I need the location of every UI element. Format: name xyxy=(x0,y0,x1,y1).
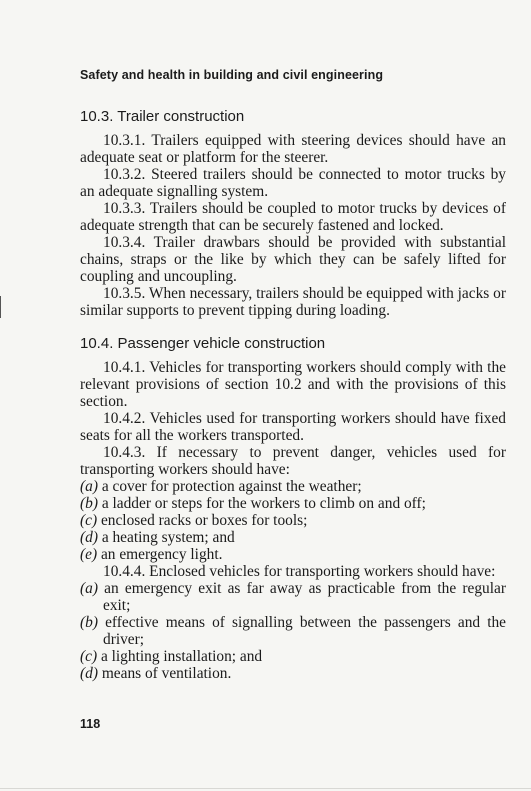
list-item-text: a cover for protection against the weather; xyxy=(101,478,362,495)
list-item xyxy=(80,614,506,648)
page-bottom-edge xyxy=(0,788,531,789)
list-marker: (e) xyxy=(80,546,98,563)
list-item xyxy=(80,648,506,665)
paragraph-10-4-1: 10.4.1. Vehicles for transporting workers should comply with the relevant provisions of section 10.2 and with the provisions of this section. xyxy=(80,359,506,410)
list-item xyxy=(80,665,506,682)
list-item-text: means of ventilation. xyxy=(101,665,232,682)
list-item xyxy=(80,478,506,495)
list-item-text: an emergency light. xyxy=(100,546,223,563)
list-item xyxy=(80,546,506,563)
paragraph-10-3-3: 10.3.3. Trailers should be coupled to motor trucks by devices of adequate strength that can be securely fastened and locked. xyxy=(80,200,506,234)
page-body xyxy=(80,68,506,682)
paragraph-10-4-3: 10.4.3. If necessary to prevent danger, vehicles used for transporting workers should have: xyxy=(80,444,506,478)
list-item xyxy=(80,529,506,546)
section-heading-10-4: 10.4. Passenger vehicle construction xyxy=(80,335,326,352)
list-10-4-3 xyxy=(80,478,506,563)
paragraph-10-3-2: 10.3.2. Steered trailers should be connected to motor trucks by an adequate signalling system. xyxy=(80,166,506,200)
list-item xyxy=(80,495,506,512)
page-number: 118 xyxy=(80,717,101,731)
running-head: Safety and health in building and civil engineering xyxy=(80,68,384,82)
paragraph-10-3-4: 10.3.4. Trailer drawbars should be provided with substantial chains, straps or the like by which they can be safely lifted for coupling and uncoupling. xyxy=(80,234,506,285)
paragraph-10-4-4: 10.4.4. Enclosed vehicles for transporting workers should have: xyxy=(103,563,496,580)
list-item xyxy=(80,512,506,529)
list-item xyxy=(80,580,506,614)
list-10-4-4 xyxy=(80,580,506,682)
list-marker: (d) xyxy=(80,529,98,546)
paragraph-10-4-2: 10.4.2. Vehicles used for transporting workers should have fixed seats for all the workers transported. xyxy=(80,410,506,444)
list-marker: (b) xyxy=(80,495,98,512)
list-item-text: a lighting installation; and xyxy=(100,648,263,665)
list-marker: (c) xyxy=(80,648,98,665)
list-marker: (a) xyxy=(80,478,98,495)
list-item-text: a ladder or steps for the workers to climb on and off; xyxy=(101,495,426,512)
list-item-text: enclosed racks or boxes for tools; xyxy=(100,512,308,529)
list-marker: (a) xyxy=(80,580,98,597)
margin-mark xyxy=(0,296,1,318)
list-item-text: an emergency exit as far away as practicable from the regular exit; xyxy=(103,580,506,614)
list-item-text: effective means of signalling between the passengers and the driver; xyxy=(103,614,506,648)
paragraph-10-3-1: 10.3.1. Trailers equipped with steering devices should have an adequate seat or platform for the steerer. xyxy=(80,132,506,166)
paragraph-10-3-5: 10.3.5. When necessary, trailers should be equipped with jacks or similar supports to prevent tipping during loading. xyxy=(80,285,506,319)
list-item-text: a heating system; and xyxy=(101,529,235,546)
list-marker: (b) xyxy=(80,614,98,631)
section-heading-10-3: 10.3. Trailer construction xyxy=(80,108,245,125)
list-marker: (d) xyxy=(80,665,98,682)
list-marker: (c) xyxy=(80,512,98,529)
